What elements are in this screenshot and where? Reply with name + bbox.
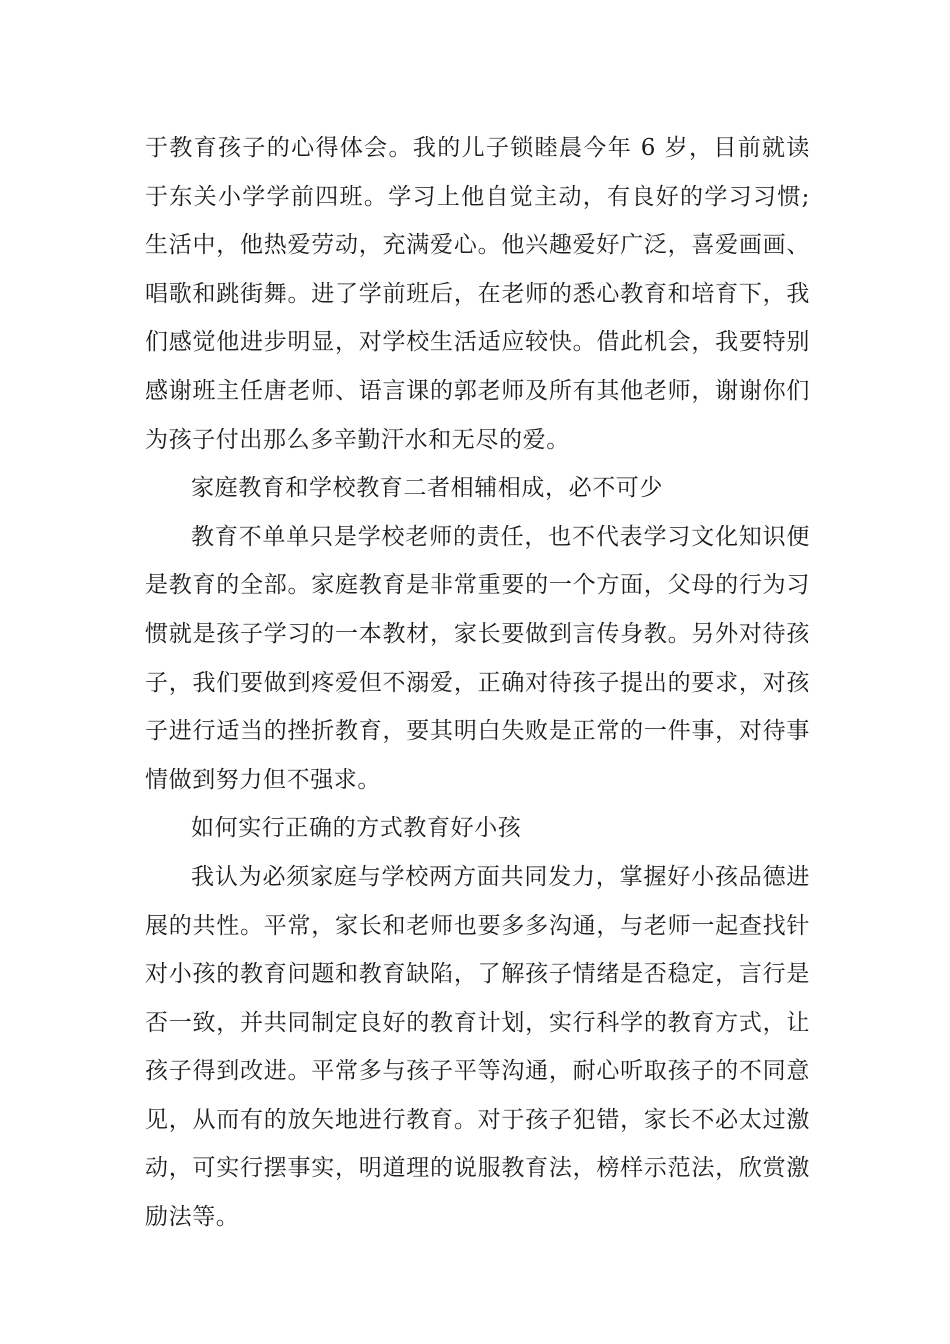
paragraph-methods: 我认为必须家庭与学校两方面共同发力，掌握好小孩品德进展的共性。平常，家长和老师也要多多沟通，与老师一起查找针对小孩的教育问题和教育缺陷，了解孩子情绪是否稳定，言行是否一致，并共同制定良好的教育计划，实行科学的教育方式，让孩子得到改进。平常多与孩子平等沟通，耐心听取孩子的不同意见，从而有的放矢地进行教育。对于孩子犯错，家长不必太过激动，可实行摆事实，明道理的说服教育法，榜样示范法，欣赏激励法等。: [145, 863, 810, 1231]
heading-family-school-education: 家庭教育和学校教育二者相辅相成，必不可少: [191, 475, 663, 502]
heading-correct-methods: 如何实行正确的方式教育好小孩: [191, 815, 522, 842]
paragraph-family-education: 教育不单单只是学校老师的责任，也不代表学习文化知识便是教育的全部。家庭教育是非常重要的一个方面，父母的行为习惯就是孩子学习的一本教材，家长要做到言传身教。另外对待孩子，我们要做到疼爱但不溺爱，正确对待孩子提出的要求，对孩子进行适当的挫折教育，要其明白失败是正常的一件事，对待事情做到努力但不强求。: [145, 523, 810, 793]
document-body: [145, 124, 810, 1242]
paragraph-parenting-reflection: 于教育孩子的心得体会。我的儿子锁睦晨今年 6 岁，目前就读于东关小学学前四班。学习上他自觉主动，有良好的学习习惯;生活中，他热爱劳动，充满爱心。他兴趣爱好广泛，喜爱画画、唱歌和跳街舞。进了学前班后，在老师的悉心教育和培育下，我们感觉他进步明显，对学校生活适应较快。借此机会，我要特别感谢班主任唐老师、语言课的郭老师及所有其他老师，谢谢你们为孩子付出那么多辛勤汗水和无尽的爱。: [145, 135, 810, 453]
